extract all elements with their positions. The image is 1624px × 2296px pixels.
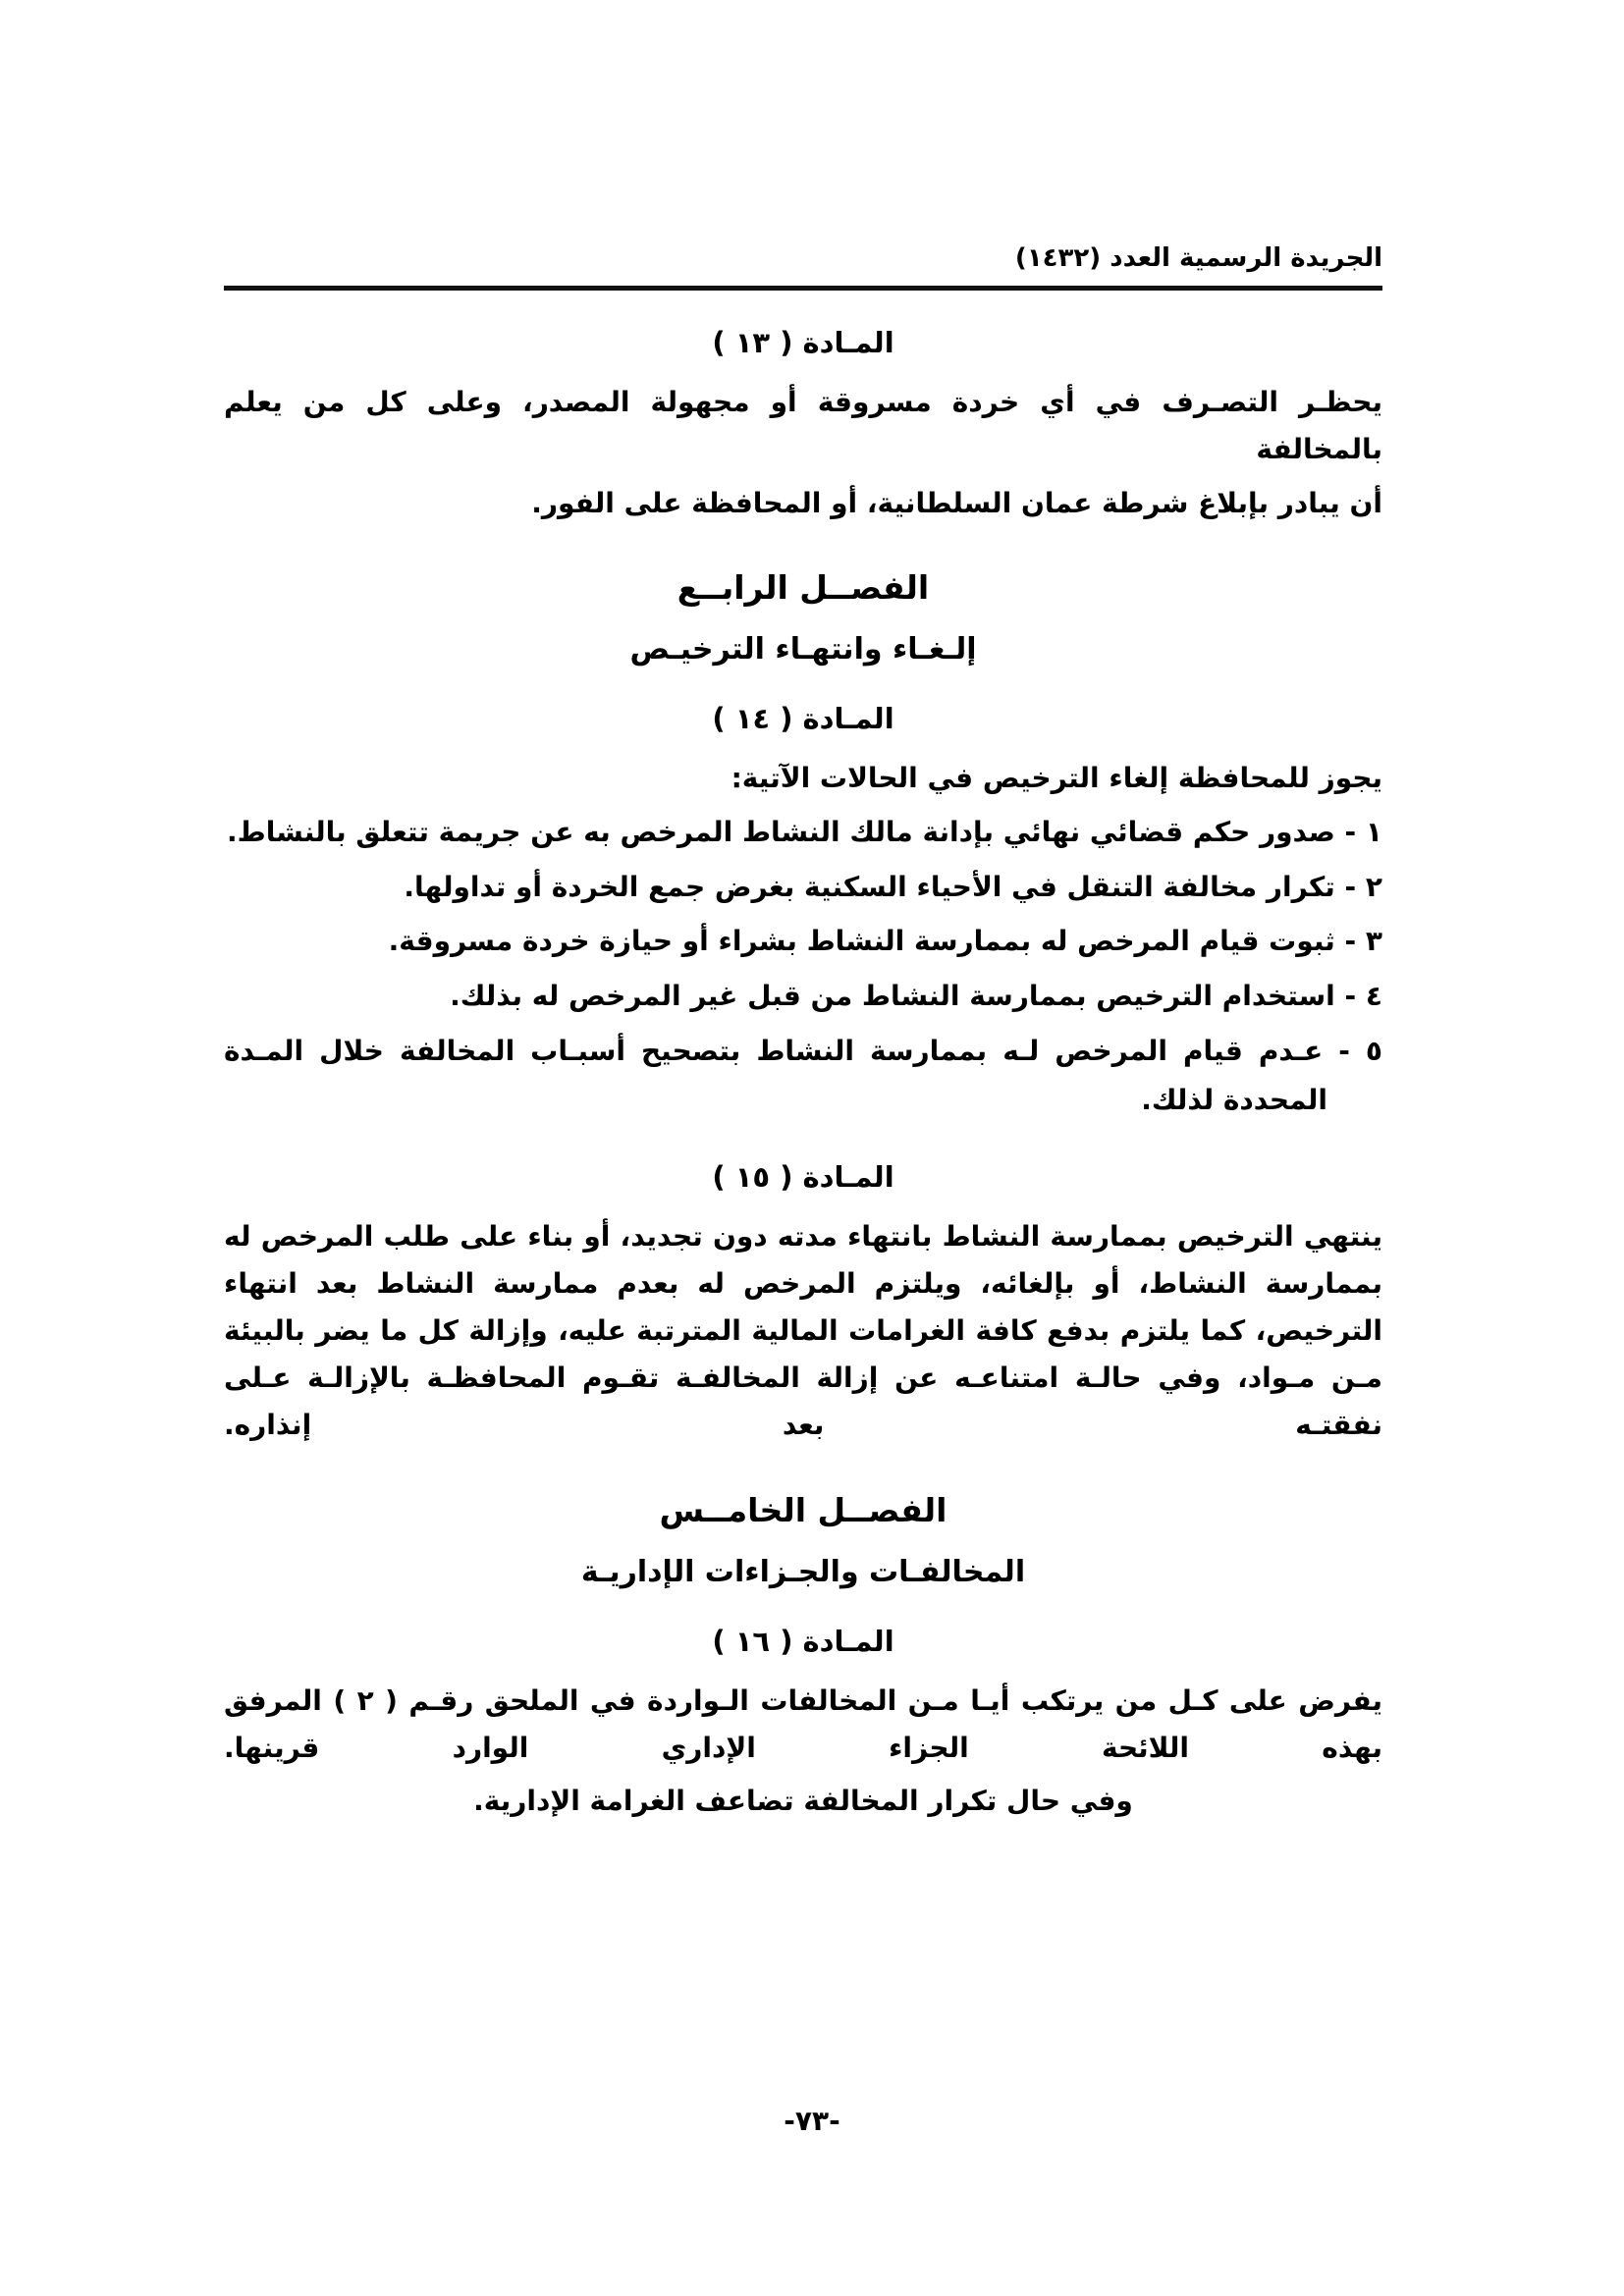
article-14-intro: يجوز للمحافظة إلغاء الترخيص في الحالات الآتية:	[731, 761, 1382, 794]
article-16-body-paragraph-1: يفرض على كـل من يرتكب أيـا مـن المخالفات الـواردة في الملحق رقـم ( ٢ ) المرفق بهذه اللائحة الجزاء الإداري الوارد قرينها.	[224, 1683, 1382, 1764]
header-divider-rule	[224, 286, 1382, 291]
running-header-title: الجريدة الرسمية العدد (١٤٣٢)	[1014, 243, 1382, 273]
page-number: -٧٣-	[784, 2105, 840, 2137]
article-13-body-line-2: أن يبادر بإبلاغ شرطة عمان السلطانية، أو المحافظة على الفور.	[531, 486, 1382, 519]
list-item: ٤ - استخدام الترخيص بممارسة النشاط من قبل غير المرخص له بذلك.	[450, 980, 1382, 1013]
article-16-heading: المـادة ( ١٦ )	[712, 1624, 894, 1658]
chapter-4-title: الفصــل الرابــع	[677, 567, 930, 607]
article-13-heading: المـادة ( ١٣ )	[712, 326, 894, 360]
list-item: ٢ - تكرار مخالفة التنقل في الأحياء السكنية بغرض جمع الخردة أو تداولها.	[404, 870, 1382, 903]
article-16-body-paragraph-2: وفي حال تكرار المخالفة تضاعف الغرامة الإدارية.	[473, 1784, 1133, 1817]
article-15-heading: المـادة ( ١٥ )	[712, 1159, 894, 1194]
article-14-conditions-list	[224, 808, 1382, 1125]
chapter-4-subtitle: إلـغـاء وانتهـاء الترخيـص	[629, 631, 977, 667]
list-item: ٣ - ثبوت قيام المرخص له بممارسة النشاط بشراء أو حيازة خردة مسروقة.	[388, 925, 1382, 958]
article-14-heading: المـادة ( ١٤ )	[712, 701, 894, 735]
article-15-body: ينتهي الترخيص بممارسة النشاط بانتهاء مدته دون تجديد، أو بناء على طلب المرخص له بممارسة النشاط، أو بإلغائه، ويلتزم المرخص له بعدم ممارسة النشاط بعد انتهاء الترخيص، كما يلتزم بدفع كافة الغرامات المالية المترتبة عليه، وإزالة كل ما يضر بالبيئة مـن مـواد، وفي حالـة امتناعـه عن إزالة المخالفـة تقـوم المحافظـة بالإزالـة عـلى نفقتـه بعد إنذاره.	[224, 1219, 1382, 1442]
list-item: ١ - صدور حكم قضائي نهائي بإدانة مالك النشاط المرخص به عن جريمة تتعلق بالنشاط.	[226, 815, 1382, 848]
chapter-5-subtitle: المخالفـات والجـزاءات الإداريـة	[580, 1554, 1026, 1589]
article-13-body-line-1: يحظـر التصـرف في أي خردة مسروقة أو مجهولة المصدر، وعلى كل من يعلم بالمخالفة	[224, 386, 1382, 466]
list-item: ٥ - عـدم قيام المرخص لـه بممارسة النشاط بتصحيح أسبـاب المخالفة خلال المـدة المحددة لذلك.	[224, 1035, 1382, 1116]
chapter-5-title: الفصــل الخامــس	[659, 1490, 947, 1529]
page-content	[224, 243, 1382, 1831]
